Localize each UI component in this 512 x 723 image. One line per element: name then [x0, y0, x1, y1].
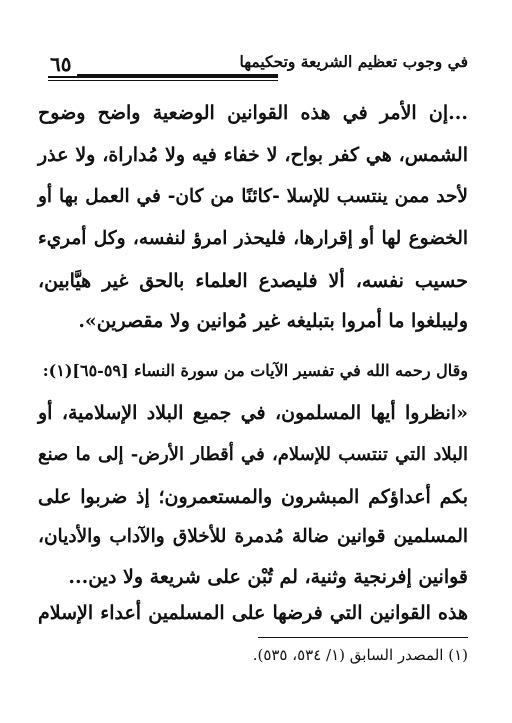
text-line: قوانين إفرنجية وثنية، لم تُبْن على شريعة ولا دين... — [68, 566, 468, 588]
text-line: لأحد ممن ينتسب للإسلا -كائنًا من كان- في العمل بها أو — [38, 186, 468, 207]
text-line: الخضوع لها أو إقرارها، فليحذر امرؤ لنفسه، وكل أمريء — [38, 228, 468, 249]
text-line: البلاد التي تنتسب للإسلام، في أقطار الأرض- إلى ما صنع — [38, 444, 468, 465]
text-line: المسلمين قوانين ضالة مُدمرة للأخلاق والآداب والأديان، — [38, 526, 468, 547]
text-line: الشمس، هي كفر بواح، لا خفاء فيه ولا مُداراة، ولا عذر — [38, 144, 468, 166]
text-line: هذه القوانين التي فرضها على المسلمين أعداء الإسلام — [38, 602, 468, 624]
footnote: (١) المصدر السابق (١/ ٥٣٤، ٥٣٥). — [252, 646, 468, 664]
text-line: حسيب نفسه، ألا فليصدع العلماء بالحق غير هيَّابين، — [38, 270, 468, 292]
text-line: وليبلغوا ما أمروا بتبليغه غير مُوانين ولا مقصرين». — [78, 310, 468, 332]
page-header — [48, 52, 468, 84]
section-intro: وقال رحمه الله في تفسير الآيات من سورة النساء [٥٩-٦٥](١): — [42, 361, 468, 380]
text-line: «انظروا أيها المسلمون، في جميع البلاد الإسلامية، أو — [38, 402, 468, 424]
text-line: ...إن الأمر في هذه القوانين الوضعية واضح وضوح — [38, 102, 468, 124]
page-number: ٦٥ — [48, 52, 77, 76]
header-rule — [48, 74, 278, 81]
running-title: في وجوب تعظيم الشريعة وتحكيمها — [239, 52, 468, 71]
text-line: بكم أعداؤكم المبشرون والمستعمرون؛ إذ ضربوا على — [38, 486, 468, 508]
footnote-rule — [258, 637, 468, 638]
